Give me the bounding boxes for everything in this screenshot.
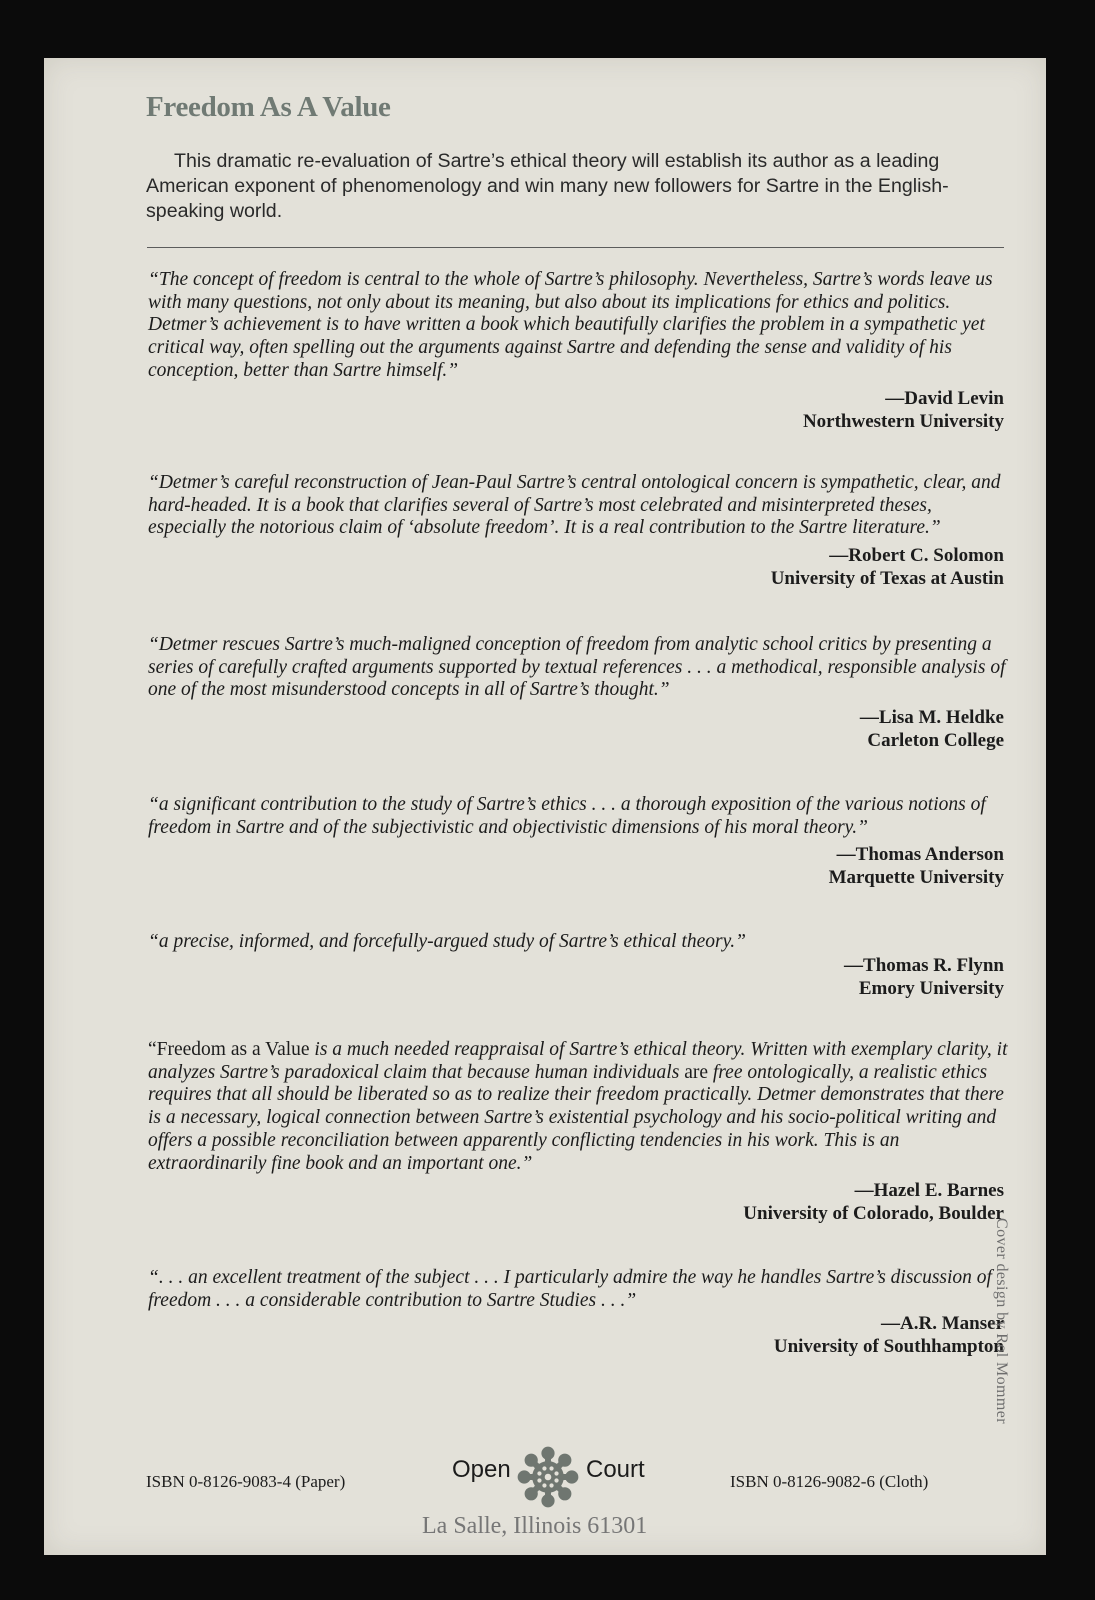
- blurb-affiliation: Carleton College: [867, 730, 1004, 752]
- back-cover: [44, 58, 1046, 1555]
- blurb-quote: “The concept of freedom is central to the whole of Sartre’s philosophy. Nevertheless, Sartre’s words leave us with many questions, not only about its meaning, but also about its implications for ethics and politics. Detmer’s achievement is to have written a book which beautifully clarifies the problem in a sympathetic yet critical way, often spelling out the arguments against Sartre and defending the sense and validity of his conception, better than Sartre himself.”: [148, 269, 993, 381]
- blurb-anderson: [148, 794, 1008, 889]
- blurb-author: —Hazel E. Barnes: [854, 1180, 1004, 1202]
- blurb-quote: “Detmer rescues Sartre’s much-maligned conception of freedom from analytic school critics by presenting a series of carefully crafted arguments supported by textual references . . . a methodical, responsible analysis of one of the most misunderstood concepts in all of Sartre’s thought.”: [148, 634, 1006, 701]
- isbn-cloth: ISBN 0-8126-9082-6 (Cloth): [730, 1472, 929, 1491]
- publisher-logo: [452, 1444, 702, 1504]
- isbn-paper: ISBN 0-8126-9083-4 (Paper): [146, 1472, 346, 1491]
- blurb-affiliation: University of Southhampton: [773, 1336, 1004, 1358]
- blurb-quote: “a significant contribution to the study of Sartre’s ethics . . . a thorough exposition of the various notions of freedom in Sartre and of the subjectivistic and objectivistic dimensions of his moral theory.”: [148, 794, 986, 838]
- publisher-address: La Salle, Illinois 61301: [422, 1513, 648, 1539]
- blurb-author: —David Levin: [885, 387, 1004, 409]
- open-court-star-icon: [515, 1444, 581, 1510]
- blurb-solomon: [148, 472, 1008, 590]
- blurb-author: —Thomas R. Flynn: [844, 954, 1004, 976]
- blurb-affiliation: Marquette University: [828, 867, 1004, 889]
- book-description: This dramatic re-evaluation of Sartre’s ethical theory will establish its author as a leading American exponent of phenomenology and win many new followers for Sartre in the English-speaking world.: [146, 150, 949, 222]
- divider: [147, 247, 1004, 248]
- blurb-author: —Lisa M. Heldke: [859, 707, 1004, 729]
- blurb-affiliation: Emory University: [858, 977, 1004, 999]
- blurb-affiliation: University of Texas at Austin: [770, 568, 1004, 590]
- blurb-author: —Robert C. Solomon: [829, 545, 1004, 567]
- blurb-heldke: [148, 634, 1008, 752]
- publisher-name-open: Open: [452, 1456, 511, 1483]
- cover-design-credit: Cover design by Rol Mommer: [993, 1218, 1010, 1424]
- blurb-flynn: [148, 931, 1008, 1000]
- blurb-affiliation: Northwestern University: [802, 410, 1004, 432]
- blurb-quote: “a precise, informed, and forcefully-argued study of Sartre’s ethical theory.”: [148, 931, 746, 952]
- book-title-mention: “Freedom as a Value: [148, 1039, 310, 1060]
- blurb-levin: [148, 269, 1008, 433]
- publisher-name-court: Court: [586, 1456, 645, 1483]
- blurb-quote: “. . . an excellent treatment of the subject . . . I particularly admire the way he handles Sartre’s discussion of freedom . . . a considerable contribution to Sartre Studies . . .”: [148, 1267, 992, 1311]
- blurb-barnes: [148, 1039, 1008, 1225]
- blurb-affiliation: University of Colorado, Boulder: [743, 1203, 1004, 1225]
- blurb-quote: “Detmer’s careful reconstruction of Jean-Paul Sartre’s central ontological concern is sympathetic, clear, and hard-headed. It is a book that clarifies several of Sartre’s most celebrated and misinterpreted theses, especially the notorious claim of ‘absolute freedom’. It is a real contribution to the Sartre literature.”: [148, 472, 1001, 539]
- blurb-manser: [148, 1267, 1008, 1358]
- blurb-author: —Thomas Anderson: [836, 844, 1004, 866]
- blurb-quote: “Freedom as a Value is a much needed reappraisal of Sartre’s ethical theory. Written with exemplary clarity, it analyzes Sartre’s paradoxical claim that because human individuals are free ontologically, a realistic ethics requires that all should be liberated so as to realize their freedom practically. Detmer demonstrates that there is a necessary, logical connection between Sartre’s existential psychology and his socio-political writing and offers a possible reconciliation between apparently conflicting tendencies in his work. This is an extraordinarily fine book and an important one.”: [148, 1039, 1008, 1174]
- blurb-author: —A.R. Manser: [881, 1313, 1004, 1335]
- book-title: Freedom As A Value: [146, 91, 391, 123]
